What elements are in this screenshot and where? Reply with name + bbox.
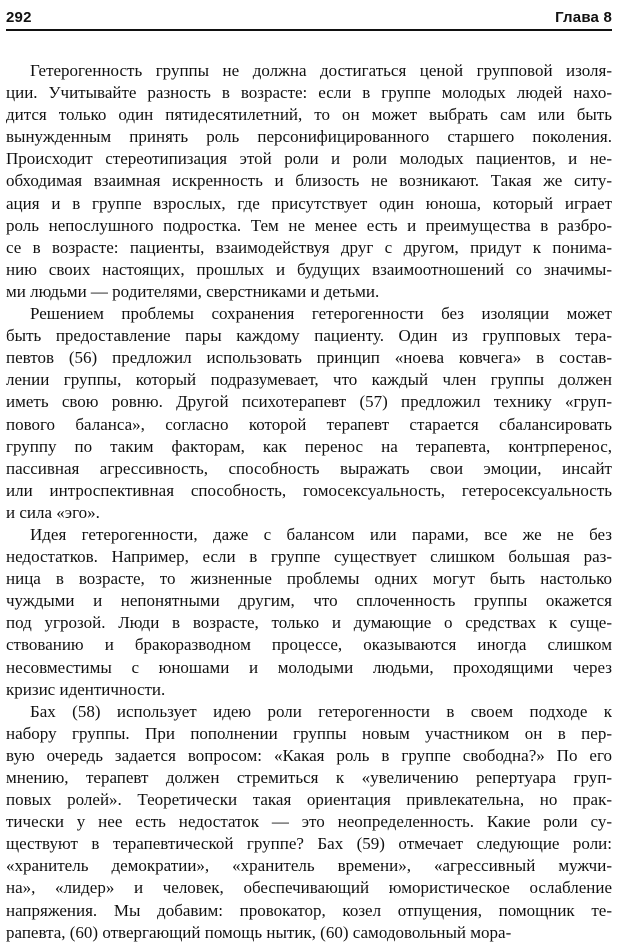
- text-line: Происходит стереотипизация этой роли и роли молодых пациентов, и не-: [6, 149, 612, 169]
- text-line: повых ролей». Теоретически такая ориентация привлекательна, но прак-: [6, 790, 612, 810]
- text-line: мнению, терапевт должен стремиться к «увеличению репертуара груп-: [6, 768, 612, 787]
- text-line: тически у нее есть недостаток — это неопределенность. Какие роли су-: [6, 812, 612, 832]
- text-line: вынужденным принять роль персонифицированного старшего поколения.: [6, 127, 612, 147]
- text-line: пассивная агрессивность, способность выражать свои эмоции, инсайт: [6, 458, 612, 478]
- running-header: [6, 4, 612, 26]
- text-line: Гетерогенность группы не должна достигаться ценой групповой изоля-: [30, 61, 612, 80]
- text-line: ствованию и бракоразводном процессе, оказываются иногда слишком: [6, 635, 612, 655]
- page-number: 292: [6, 9, 32, 26]
- text-line: се в возрасте: пациенты, взаимодействуя друг с другом, придут к понима-: [6, 237, 612, 257]
- text-line: вую очередь задается вопросом: «Какая роль в группе свободна?» По его: [6, 745, 612, 765]
- text-line: кризис идентичности.: [6, 679, 166, 699]
- text-line: нию своих настоящих, прошлых и будущих взаимоотношений со значимы-: [6, 259, 612, 279]
- text-line: Идея гетерогенности, даже с балансом или парами, все же не без: [30, 524, 612, 544]
- text-line: певтов (56) предложил использовать принцип «ноева ковчега» в состав-: [6, 348, 612, 368]
- text-line: напряжения. Мы добавим: провокатор, козел отпущения, помощник те-: [6, 900, 612, 920]
- text-line: чуждыми и непонятными другим, что сплоченность группы окажется: [6, 591, 612, 611]
- text-line: на», «лидер» и человек, обеспечивающий юмористическое ослабление: [6, 878, 612, 898]
- text-line: или интроспективная способность, гомосексуальность, гетеросексуальность: [6, 480, 612, 500]
- chapter-title: Глава 8: [555, 9, 612, 26]
- text-line: ация и в группе взрослых, где присутствует один юноша, который играет: [6, 193, 612, 213]
- text-line: ществуют в терапевтической группе? Бах (59) отмечает следующие роли:: [6, 834, 612, 854]
- text-line: иметь свою ровню. Другой психотерапевт (57) предложил технику «груп-: [6, 392, 612, 412]
- text-line: несовместимы с юношами и молодыми людьми, проходящими через: [6, 657, 612, 677]
- text-line: Бах (58) использует идею роли гетерогенности в своем подходе к: [30, 701, 612, 721]
- paragraph: [6, 303, 612, 524]
- text-line: недостатков. Например, если в группе существует слишком большая раз-: [6, 547, 612, 567]
- text-line: рапевта, (60) отвергающий помощь нытик, (60) самодовольный мора-: [6, 922, 512, 942]
- text-line: дится только один пятидесятилетний, то он может выбрать сам или быть: [6, 105, 612, 125]
- text-line: набору группы. При пополнении группы новым участником он в пер-: [6, 723, 612, 743]
- text-line: группу по таким факторам, как перенос на терапевта, контрперенос,: [6, 436, 612, 456]
- text-line: под угрозой. Люди в возрасте, только и думающие о средствах к суще-: [6, 613, 612, 633]
- text-line: ции. Учитывайте разность в возрасте: если в группе молодых людей нахо-: [6, 83, 612, 103]
- body-text: [6, 60, 612, 944]
- paragraph: [6, 60, 612, 303]
- text-line: «хранитель демократии», «хранитель времени», «агрессивный мужчи-: [6, 856, 612, 876]
- paragraph: [6, 701, 612, 944]
- paragraph: [6, 524, 612, 701]
- text-line: лении группы, который подразумевает, что каждый член группы должен: [6, 370, 612, 390]
- text-line: Решением проблемы сохранения гетерогенности без изоляции может: [30, 304, 612, 324]
- header-rule: [6, 29, 612, 31]
- text-line: пового баланса», согласно которой терапевт старается сбалансировать: [6, 414, 612, 434]
- text-line: ница в возрасте, то жизненные проблемы одних могут быть настолько: [6, 569, 612, 589]
- text-line: и сила «эго».: [6, 502, 100, 522]
- text-line: быть предоставление пары каждому пациенту. Один из групповых тера-: [6, 326, 612, 346]
- text-line: ми людьми — родителями, сверстниками и детьми.: [6, 281, 380, 301]
- text-line: обходимая взаимная искренность и близость не возникают. Такая же ситу-: [6, 171, 612, 191]
- text-line: роль непослушного подростка. Тем не менее есть и преимущества в разбро-: [6, 215, 612, 235]
